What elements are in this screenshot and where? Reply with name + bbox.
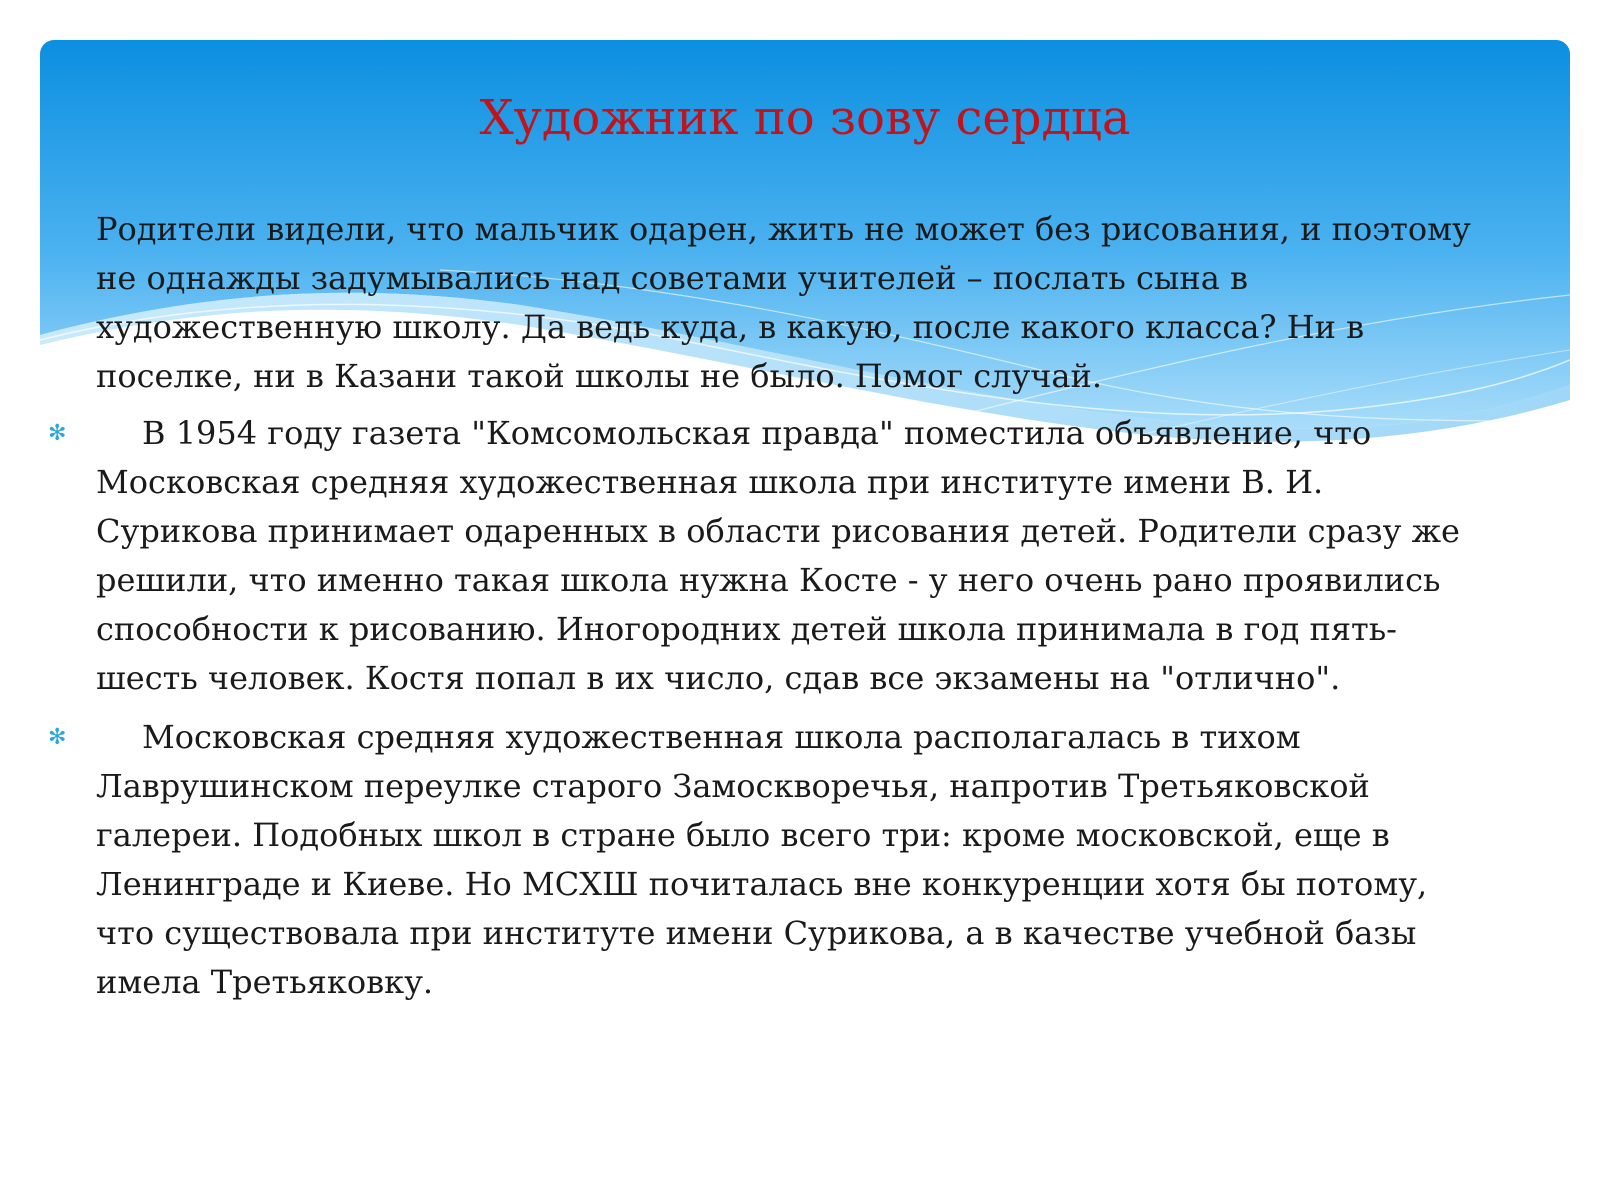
paragraph-bulleted [48,409,1486,703]
paragraph-intro [96,205,1486,401]
asterisk-bullet-icon: ✻ [48,421,67,446]
slide-title: Художник по зову сердца [479,90,1131,146]
paragraph-text: В 1954 году газета "Комсомольская правда" поместила объявление, что Московская средняя художественная школа при институте имени В. И. Сурикова принимает одаренных в области рисования детей. Родители сразу же решили, что именно такая школа нужна Косте - у него очень рано проявились способности к рисованию. Иногородних детей школа принимала в год пять-шесть человек. Костя попал в их число, сдав все экзамены на "отлично". [96,414,1460,697]
asterisk-bullet-icon: ✻ [48,725,67,750]
paragraph-bulleted [48,713,1486,1007]
paragraph-text: Родители видели, что мальчик одарен, жить не может без рисования, и поэтому не однажды задумывались над советами учителей – послать сына в художественную школу. Да ведь куда, в какую, после какого класса? Ни в поселке, ни в Казани такой школы не было. Помог случай. [96,210,1471,395]
slide-body [48,205,1486,1017]
paragraph-text: Московская средняя художественная школа располагалась в тихом Лаврушинском переулке старого Замоскворечья, напротив Третьяковской галереи. Подобных школ в стране было всего три: кроме московской, еще в Ленинграде и Киеве. Но МСХШ почиталась вне конкуренции хотя бы потому, что существовала при институте имени Сурикова, а в качестве учебной базы имела Третьяковку. [96,718,1428,1001]
